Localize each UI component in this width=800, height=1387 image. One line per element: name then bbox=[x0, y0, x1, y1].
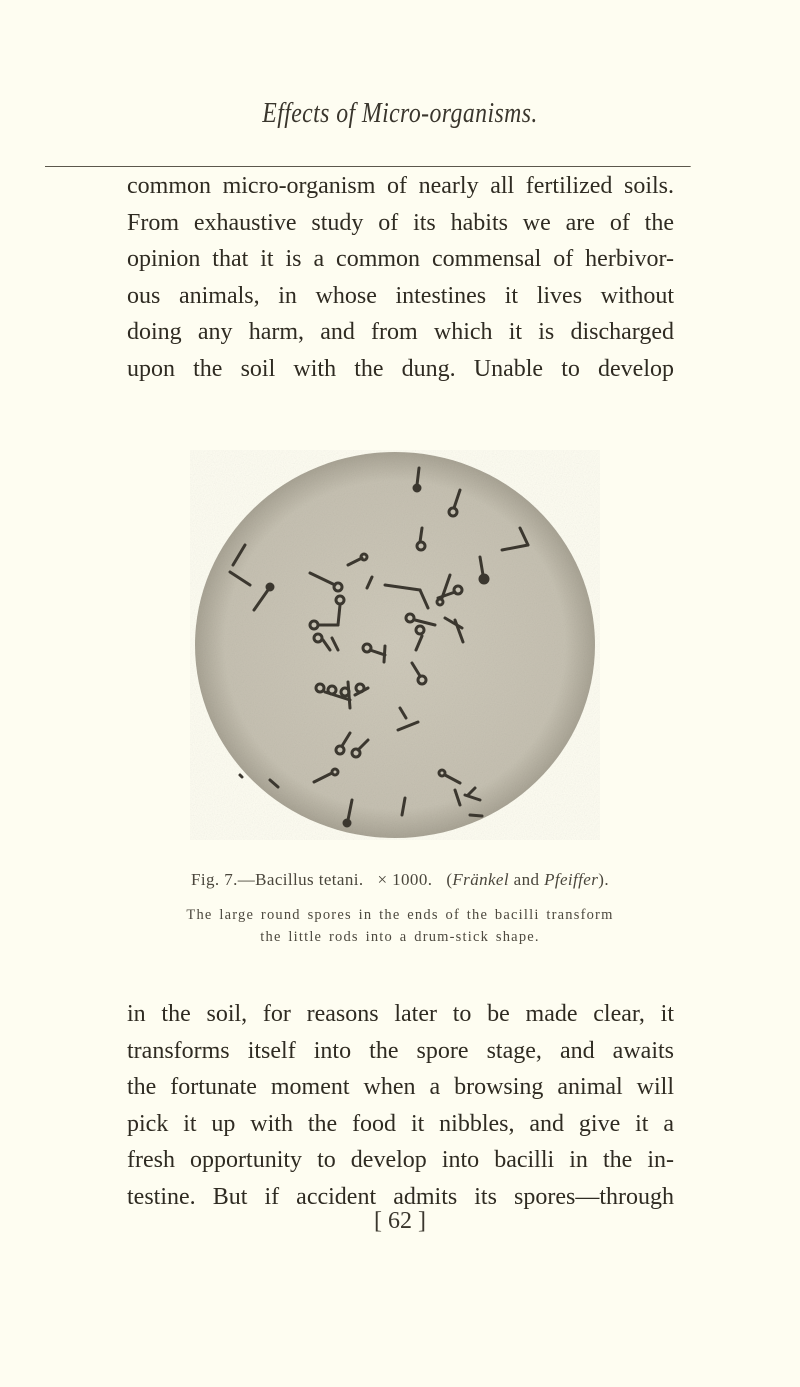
micrograph-figure bbox=[190, 450, 600, 840]
text-line: testine. But if accident admits its spores—through bbox=[127, 1183, 674, 1210]
page-number: [ 62 ] bbox=[374, 1208, 426, 1234]
author-frankel: Fränkel bbox=[452, 870, 510, 889]
open-paren: ( bbox=[446, 870, 453, 889]
running-head: Effects of Micro-organisms. bbox=[262, 97, 538, 129]
text-line: fresh opportunity to develop into bacilli in the in- bbox=[127, 1147, 674, 1173]
paragraph-top bbox=[127, 168, 674, 387]
paragraph-bottom bbox=[127, 996, 674, 1215]
caption-and: and bbox=[513, 870, 540, 889]
text-line: the fortunate moment when a browsing animal will bbox=[127, 1074, 674, 1100]
author-pfeiffer: Pfeiffer bbox=[544, 870, 599, 889]
close-paren: ). bbox=[598, 870, 609, 889]
text-line: upon the soil with the dung. Unable to develop bbox=[127, 355, 674, 382]
caption-dash: — bbox=[237, 870, 256, 889]
text-line: opinion that it is a common commensal of herbivor- bbox=[127, 246, 674, 272]
figure-caption-description bbox=[150, 904, 650, 948]
text-line: transforms itself into the spore stage, and awaits bbox=[127, 1037, 674, 1064]
text-line: doing any harm, and from which it is discharged bbox=[127, 319, 674, 345]
header-rule bbox=[45, 166, 691, 167]
text-line: From exhaustive study of its habits we are of the bbox=[127, 209, 674, 236]
text-line: common micro-organism of nearly all fertilized soils. bbox=[127, 173, 674, 199]
text-line: in the soil, for reasons later to be made clear, it bbox=[127, 1001, 674, 1027]
text-line: ous animals, in whose intestines it lives without bbox=[127, 282, 674, 309]
text-line: pick it up with the food it nibbles, and give it a bbox=[127, 1110, 674, 1137]
caption-line: The large round spores in the ends of the bacilli transform bbox=[186, 907, 614, 923]
figure-label: Fig. 7. bbox=[191, 870, 238, 889]
magnification: × 1000. bbox=[377, 870, 433, 889]
figure-subject: Bacillus tetani. bbox=[255, 870, 364, 889]
bacillus-micrograph-image bbox=[190, 450, 600, 840]
caption-line: the little rods into a drum-stick shape. bbox=[260, 929, 540, 945]
figure-caption-title bbox=[0, 870, 800, 890]
